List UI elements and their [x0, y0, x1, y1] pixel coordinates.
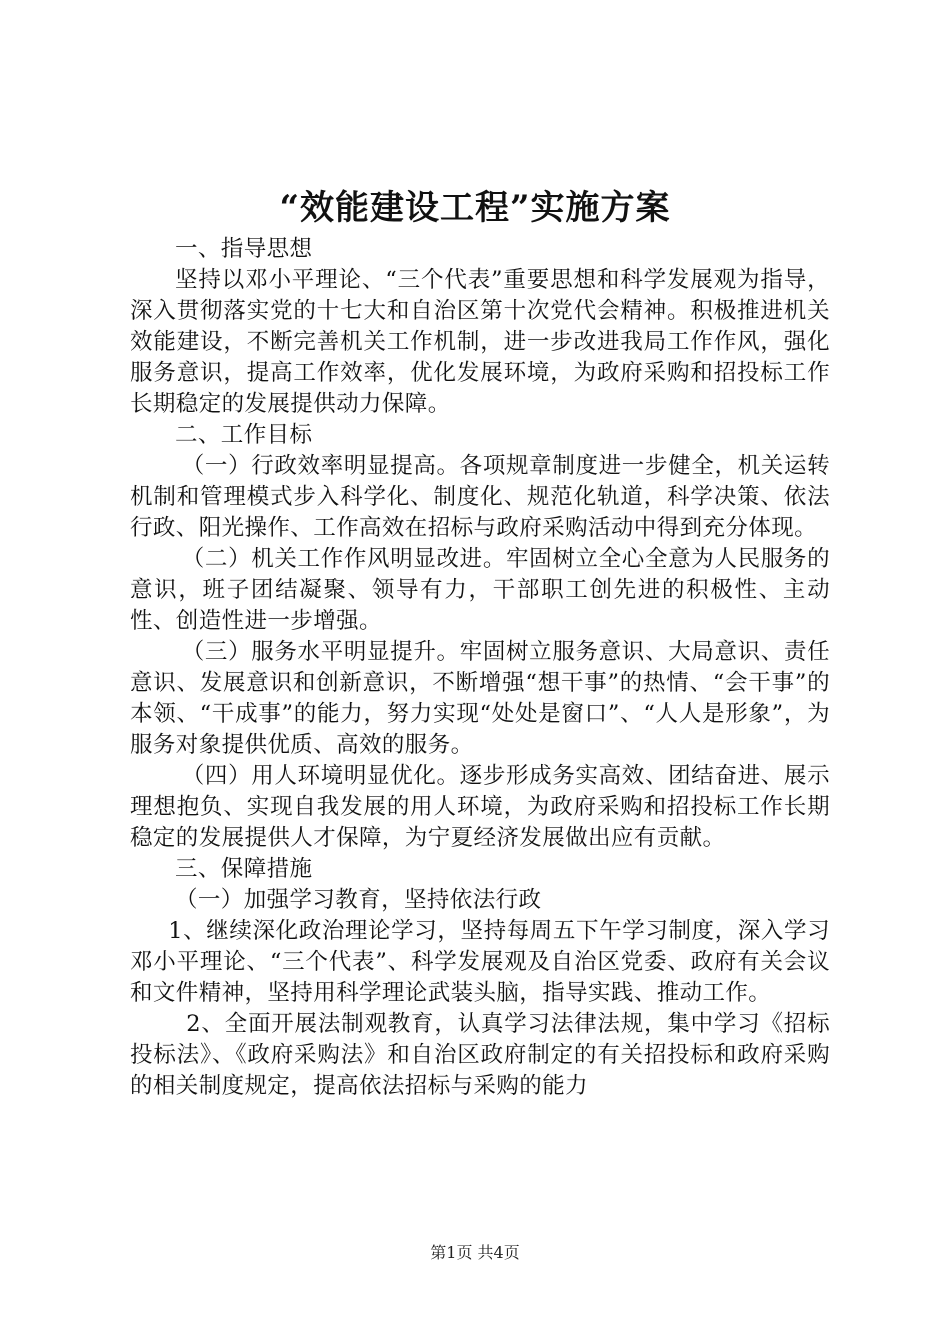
- section-heading-work-goals: 二、工作目标: [175, 422, 313, 448]
- document-title: “效能建设工程”实施方案: [279, 188, 671, 228]
- section-heading-guiding-ideology: 一、指导思想: [175, 236, 313, 262]
- paragraph-measure-1: 1、继续深化政治理论学习，坚持每周五下午学习制度，深入学习邓小平理论、“三个代表”、科学发展观及自治区党委、政府有关会议和文件精神，坚持用科学理论武装头脑，指导实践、推动工作。: [130, 918, 830, 1006]
- page-footer: 第1页 共4页: [430, 1243, 520, 1262]
- paragraph-goal-3: （三）服务水平明显提升。牢固树立服务意识、大局意识、责任意识、发展意识和创新意识，不断增强“想干事”的热情、“会干事”的本领、“干成事”的能力，努力实现“处处是窗口”、“人人是形象”，为服务对象提供优质、高效的服务。: [130, 639, 830, 758]
- document-body: [130, 234, 830, 1102]
- section-heading-safeguards: 三、保障措施: [175, 856, 313, 882]
- paragraph-guiding-ideology: 坚持以邓小平理论、“三个代表”重要思想和科学发展观为指导，深入贯彻落实党的十七大和自治区第十次党代会精神。积极推进机关效能建设，不断完善机关工作机制，进一步改进我局工作作风，强化服务意识，提高工作效率，优化发展环境，为政府采购和招投标工作长期稳定的发展提供动力保障。: [130, 267, 830, 417]
- paragraph-goal-1: （一）行政效率明显提高。各项规章制度进一步健全，机关运转机制和管理模式步入科学化、制度化、规范化轨道，科学决策、依法行政、阳光操作、工作高效在招标与政府采购活动中得到充分体现。: [130, 453, 830, 541]
- subsection-heading-study: （一）加强学习教育，坚持依法行政: [175, 887, 542, 913]
- paragraph-goal-4: （四）用人环境明显优化。逐步形成务实高效、团结奋进、展示理想抱负、实现自我发展的用人环境，为政府采购和招投标工作长期稳定的发展提供人才保障，为宁夏经济发展做出应有贡献。: [130, 763, 830, 851]
- paragraph-measure-2: 2、全面开展法制观教育，认真学习法律法规，集中学习《招标投标法》、《政府采购法》和自治区政府制定的有关招投标和政府采购的相关制度规定，提高依法招标与采购的能力: [130, 1011, 830, 1099]
- paragraph-goal-2: （二）机关工作作风明显改进。牢固树立全心全意为人民服务的意识，班子团结凝聚、领导有力，干部职工创先进的积极性、主动性、创造性进一步增强。: [130, 546, 830, 634]
